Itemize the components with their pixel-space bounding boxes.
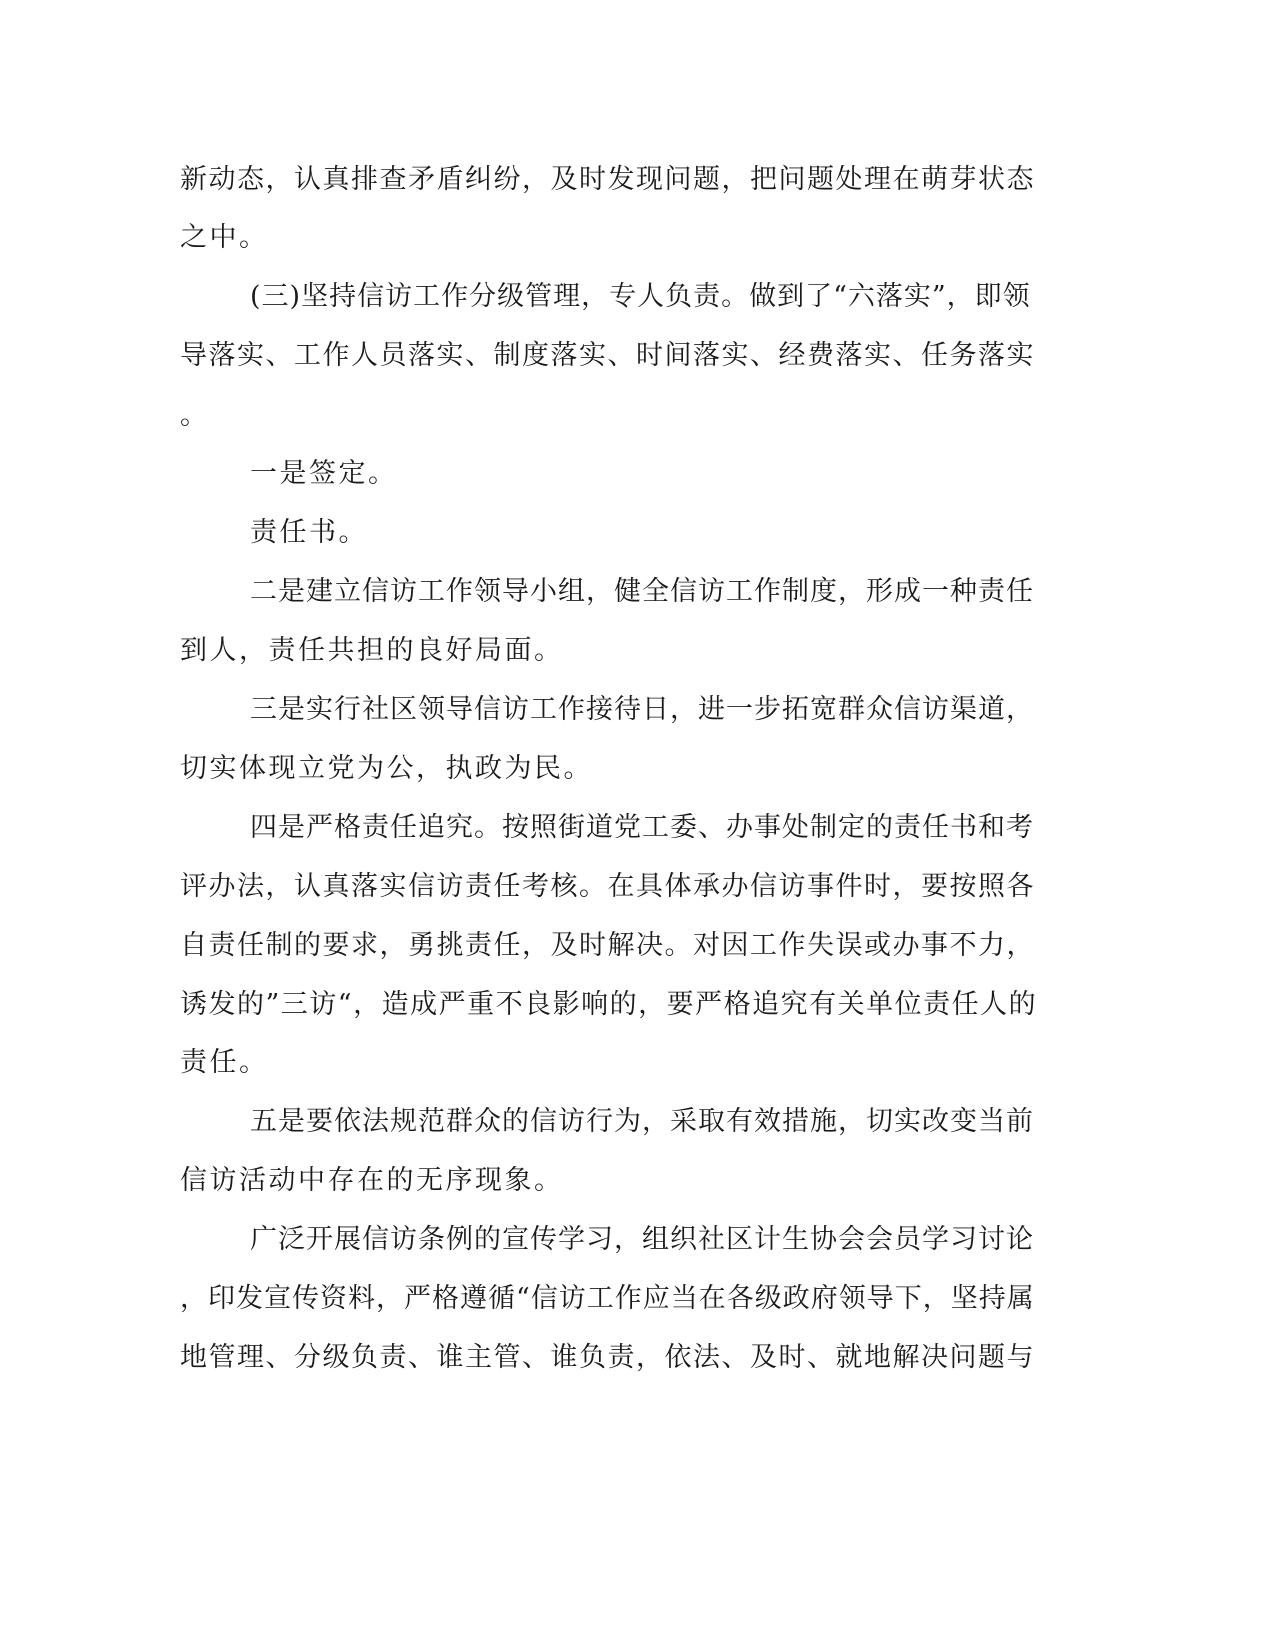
text-line: 自责任制的要求，勇挑责任，及时解决。对因工作失误或办事不力，	[180, 930, 1035, 961]
text-line: 责任。	[180, 1047, 269, 1078]
text-line: 诱发的”三访“，造成严重不良影响的，要严格追究有关单位责任人的	[180, 989, 1038, 1020]
text-line: 责任书。	[250, 517, 368, 548]
text-line: 到人，责任共担的良好局面。	[180, 635, 564, 666]
text-line: 地管理、分级负责、谁主管、谁负责，依法、及时、就地解决问题与	[180, 1342, 1035, 1373]
text-line: 切实体现立党为公，执政为民。	[180, 753, 593, 784]
text-line: 广泛开展信访条例的宣传学习，组织社区计生协会会员学习讨论	[250, 1224, 1034, 1255]
text-line: 一是签定。	[250, 458, 398, 489]
text-line: 二是建立信访工作领导小组，健全信访工作制度，形成一种责任	[250, 576, 1034, 607]
text-line: ，印发宣传资料，严格遵循“信访工作应当在各级政府领导下，坚持属	[180, 1283, 1035, 1314]
text-line: 之中。	[180, 222, 269, 253]
text-line: 三是实行社区领导信访工作接待日，进一步拓宽群众信访渠道，	[250, 694, 1034, 725]
text-line: 四是严格责任追究。按照街道党工委、办事处制定的责任书和考	[250, 812, 1034, 843]
text-line: 评办法，认真落实信访责任考核。在具体承办信访事件时，要按照各	[180, 871, 1035, 902]
text-line: 五是要依法规范群众的信访行为，采取有效措施，切实改变当前	[250, 1106, 1034, 1137]
text-line: 导落实、工作人员落实、制度落实、时间落实、经费落实、任务落实	[180, 340, 1035, 371]
text-line: 信访活动中存在的无序现象。	[180, 1165, 564, 1196]
text-line: 新动态，认真排查矛盾纠纷，及时发现问题，把问题处理在萌芽状态	[180, 164, 1035, 195]
text-line: 。	[180, 400, 210, 431]
text-line: (三)坚持信访工作分级管理，专人负责。做到了“六落实”，即领	[250, 281, 1031, 312]
